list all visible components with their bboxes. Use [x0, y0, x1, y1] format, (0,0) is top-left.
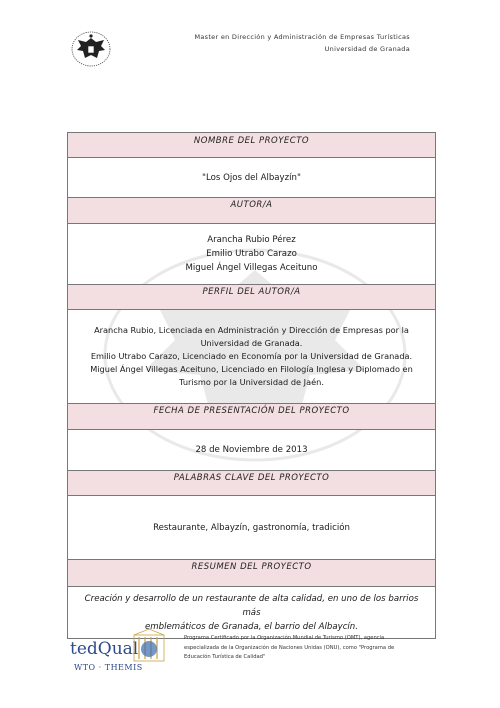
author-1: Arancha Rubio Pérez	[207, 235, 296, 245]
keywords-value: Restaurante, Albayzín, gastronomía, tradición	[68, 496, 435, 560]
author-2: Emilio Utrabo Carazo	[206, 249, 297, 259]
section-header-presentation-date: FECHA DE PRESENTACIÓN DEL PROYECTO	[68, 404, 435, 430]
section-header-keywords: PALABRAS CLAVE DEL PROYECTO	[68, 471, 435, 496]
section-header-author: AUTOR/A	[68, 198, 435, 224]
tedqual-subtitle: WTO · THEMIS	[74, 663, 143, 672]
project-name-value: "Los Ojos del Albayzín"	[68, 158, 435, 198]
tedqual-logo	[70, 628, 180, 674]
author-names	[68, 224, 435, 285]
tedqual-wordmark: tedQual	[70, 639, 139, 659]
project-form	[67, 132, 436, 639]
presentation-date-value: 28 de Noviembre de 2013	[68, 430, 435, 471]
section-header-author-profile: PERFIL DEL AUTOR/A	[68, 285, 435, 310]
summary-text: Creación y desarrollo de un restaurante de alta calidad, en uno de los barrios más emblemáticos de Granada, el barrio del Albaycín.	[68, 587, 435, 639]
author-3: Miguel Ángel Villegas Aceituno	[185, 263, 318, 273]
footer-certification-text: Programa Certificado por la Organización Mundial de Turismo (OMT), agencia especializada de la Organización de Naciones Unidas (ONU), como "Programa de Educación Turística de Calidad"	[184, 635, 395, 660]
document-header	[194, 31, 410, 55]
section-header-summary: RESUMEN DEL PROYECTO	[68, 560, 435, 587]
author-profile-text: Arancha Rubio, Licenciada en Administración y Dirección de Empresas por la Universidad de Granada. Emilio Utrabo Carazo, Licenciado en Economía por la Universidad de Granada. Miguel Ángel Villegas Aceituno, Licenciado en Filología Inglesa y Diplomado en Turismo por la Universidad de Jaén.	[68, 310, 435, 404]
section-header-project-name: NOMBRE DEL PROYECTO	[68, 133, 435, 158]
header-master-title: Master en Dirección y Administración de Empresas Turísticas	[194, 33, 410, 41]
university-seal-logo	[70, 30, 112, 68]
header-university: Universidad de Granada	[324, 45, 410, 53]
